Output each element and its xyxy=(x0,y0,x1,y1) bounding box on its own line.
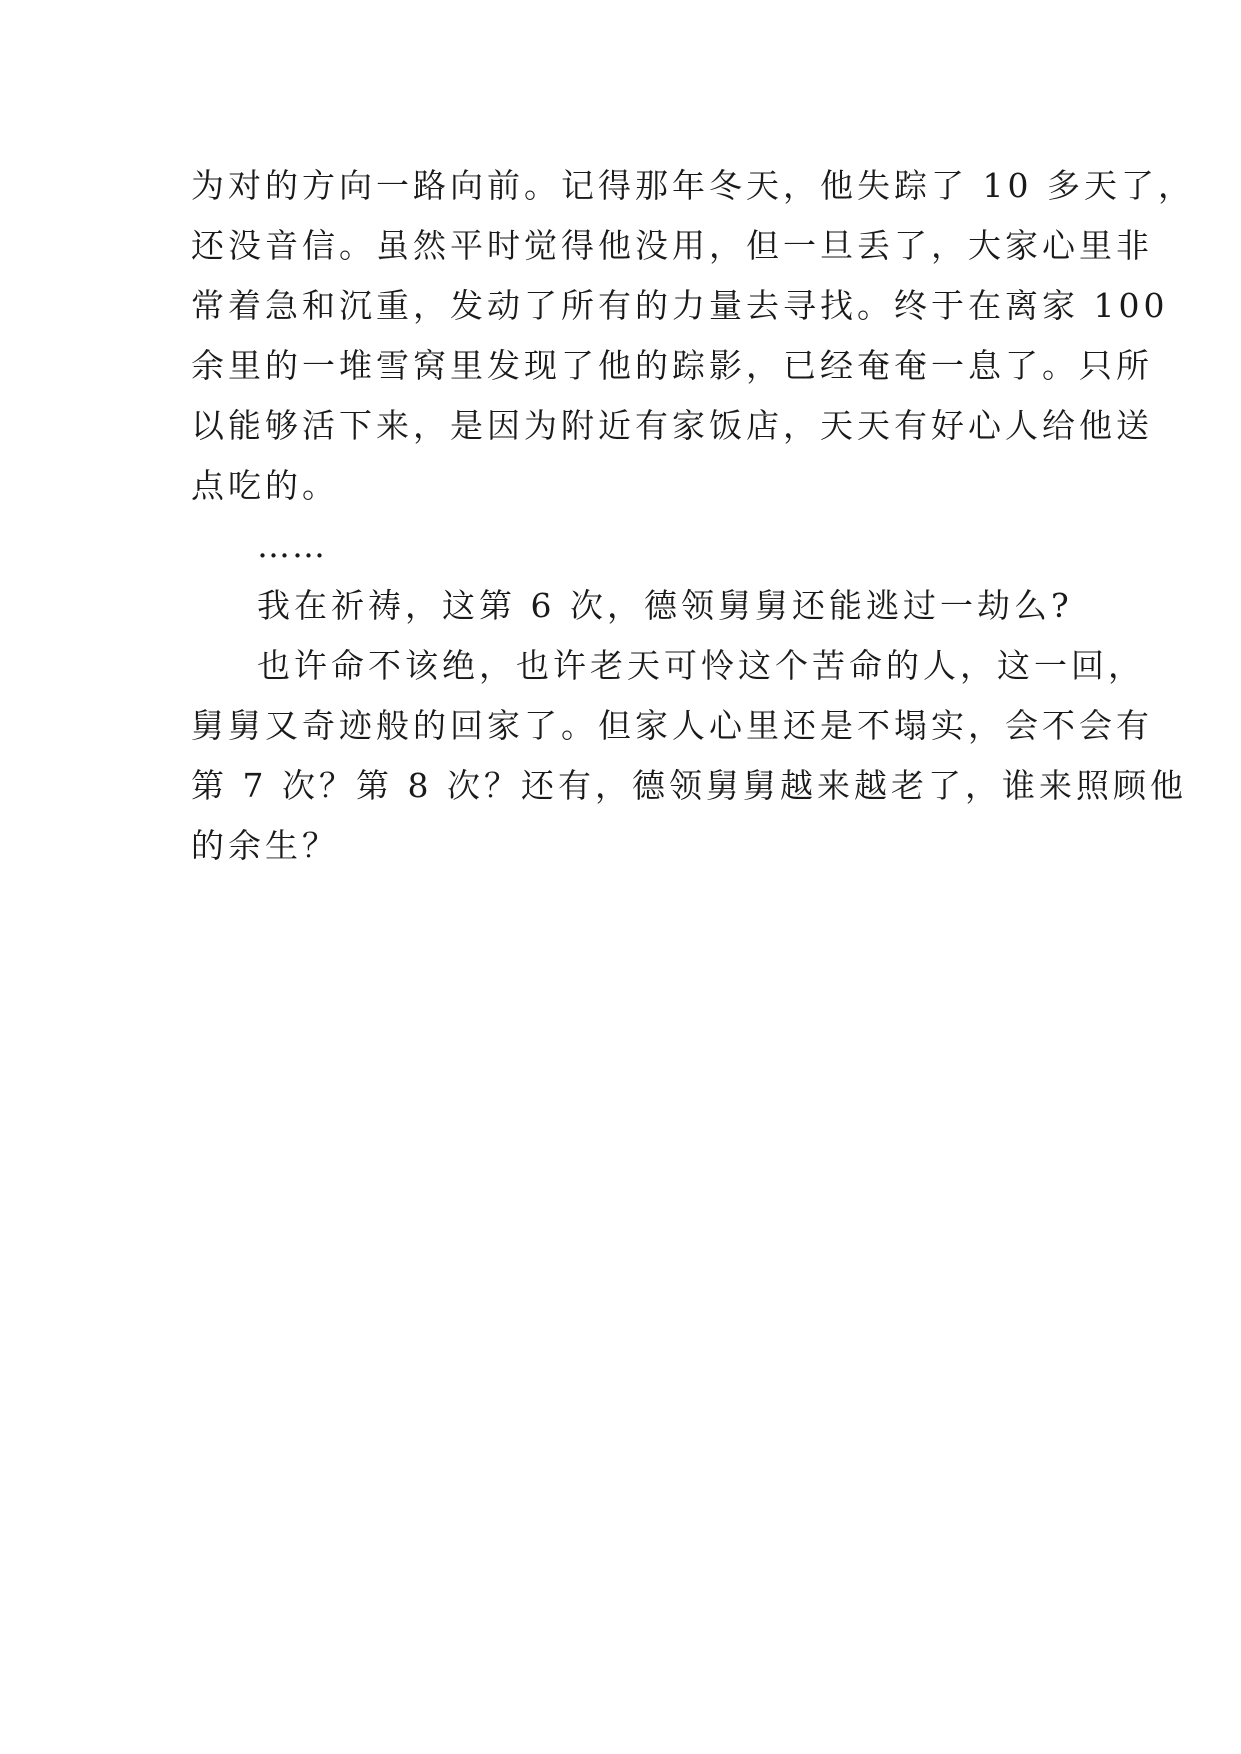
ellipsis-line: …… xyxy=(257,526,327,565)
text-line: 为对的方向一路向前。记得那年冬天，他失踪了 10 多天了， xyxy=(191,166,1195,205)
text-line: 以能够活下来，是因为附近有家饭店，天天有好心人给他送 xyxy=(191,406,1153,445)
paragraph-ellipsis xyxy=(191,516,1071,576)
text-line: 也许命不该绝，也许老天可怜这个苦命的人，这一回， xyxy=(257,646,1145,685)
paragraph-return-home xyxy=(191,636,1187,876)
text-line: 第 7 次？第 8 次？还有，德领舅舅越来越老了，谁来照顾他 xyxy=(191,766,1187,805)
body-text xyxy=(191,156,1195,876)
paragraph-prayer xyxy=(191,576,1071,636)
text-line: 舅舅又奇迹般的回家了。但家人心里还是不塌实，会不会有 xyxy=(191,706,1153,745)
text-line: 我在祈祷，这第 6 次，德领舅舅还能逃过一劫么? xyxy=(257,586,1073,625)
text-line: 点吃的。 xyxy=(191,466,339,505)
text-line: 常着急和沉重，发动了所有的力量去寻找。终于在离家 100 xyxy=(191,286,1169,325)
text-line: 的余生？ xyxy=(191,826,339,865)
text-line: 还没音信。虽然平时觉得他没用，但一旦丢了，大家心里非 xyxy=(191,226,1153,265)
text-line: 余里的一堆雪窝里发现了他的踪影，已经奄奄一息了。只所 xyxy=(191,346,1153,385)
paragraph-search-story xyxy=(191,156,1195,516)
